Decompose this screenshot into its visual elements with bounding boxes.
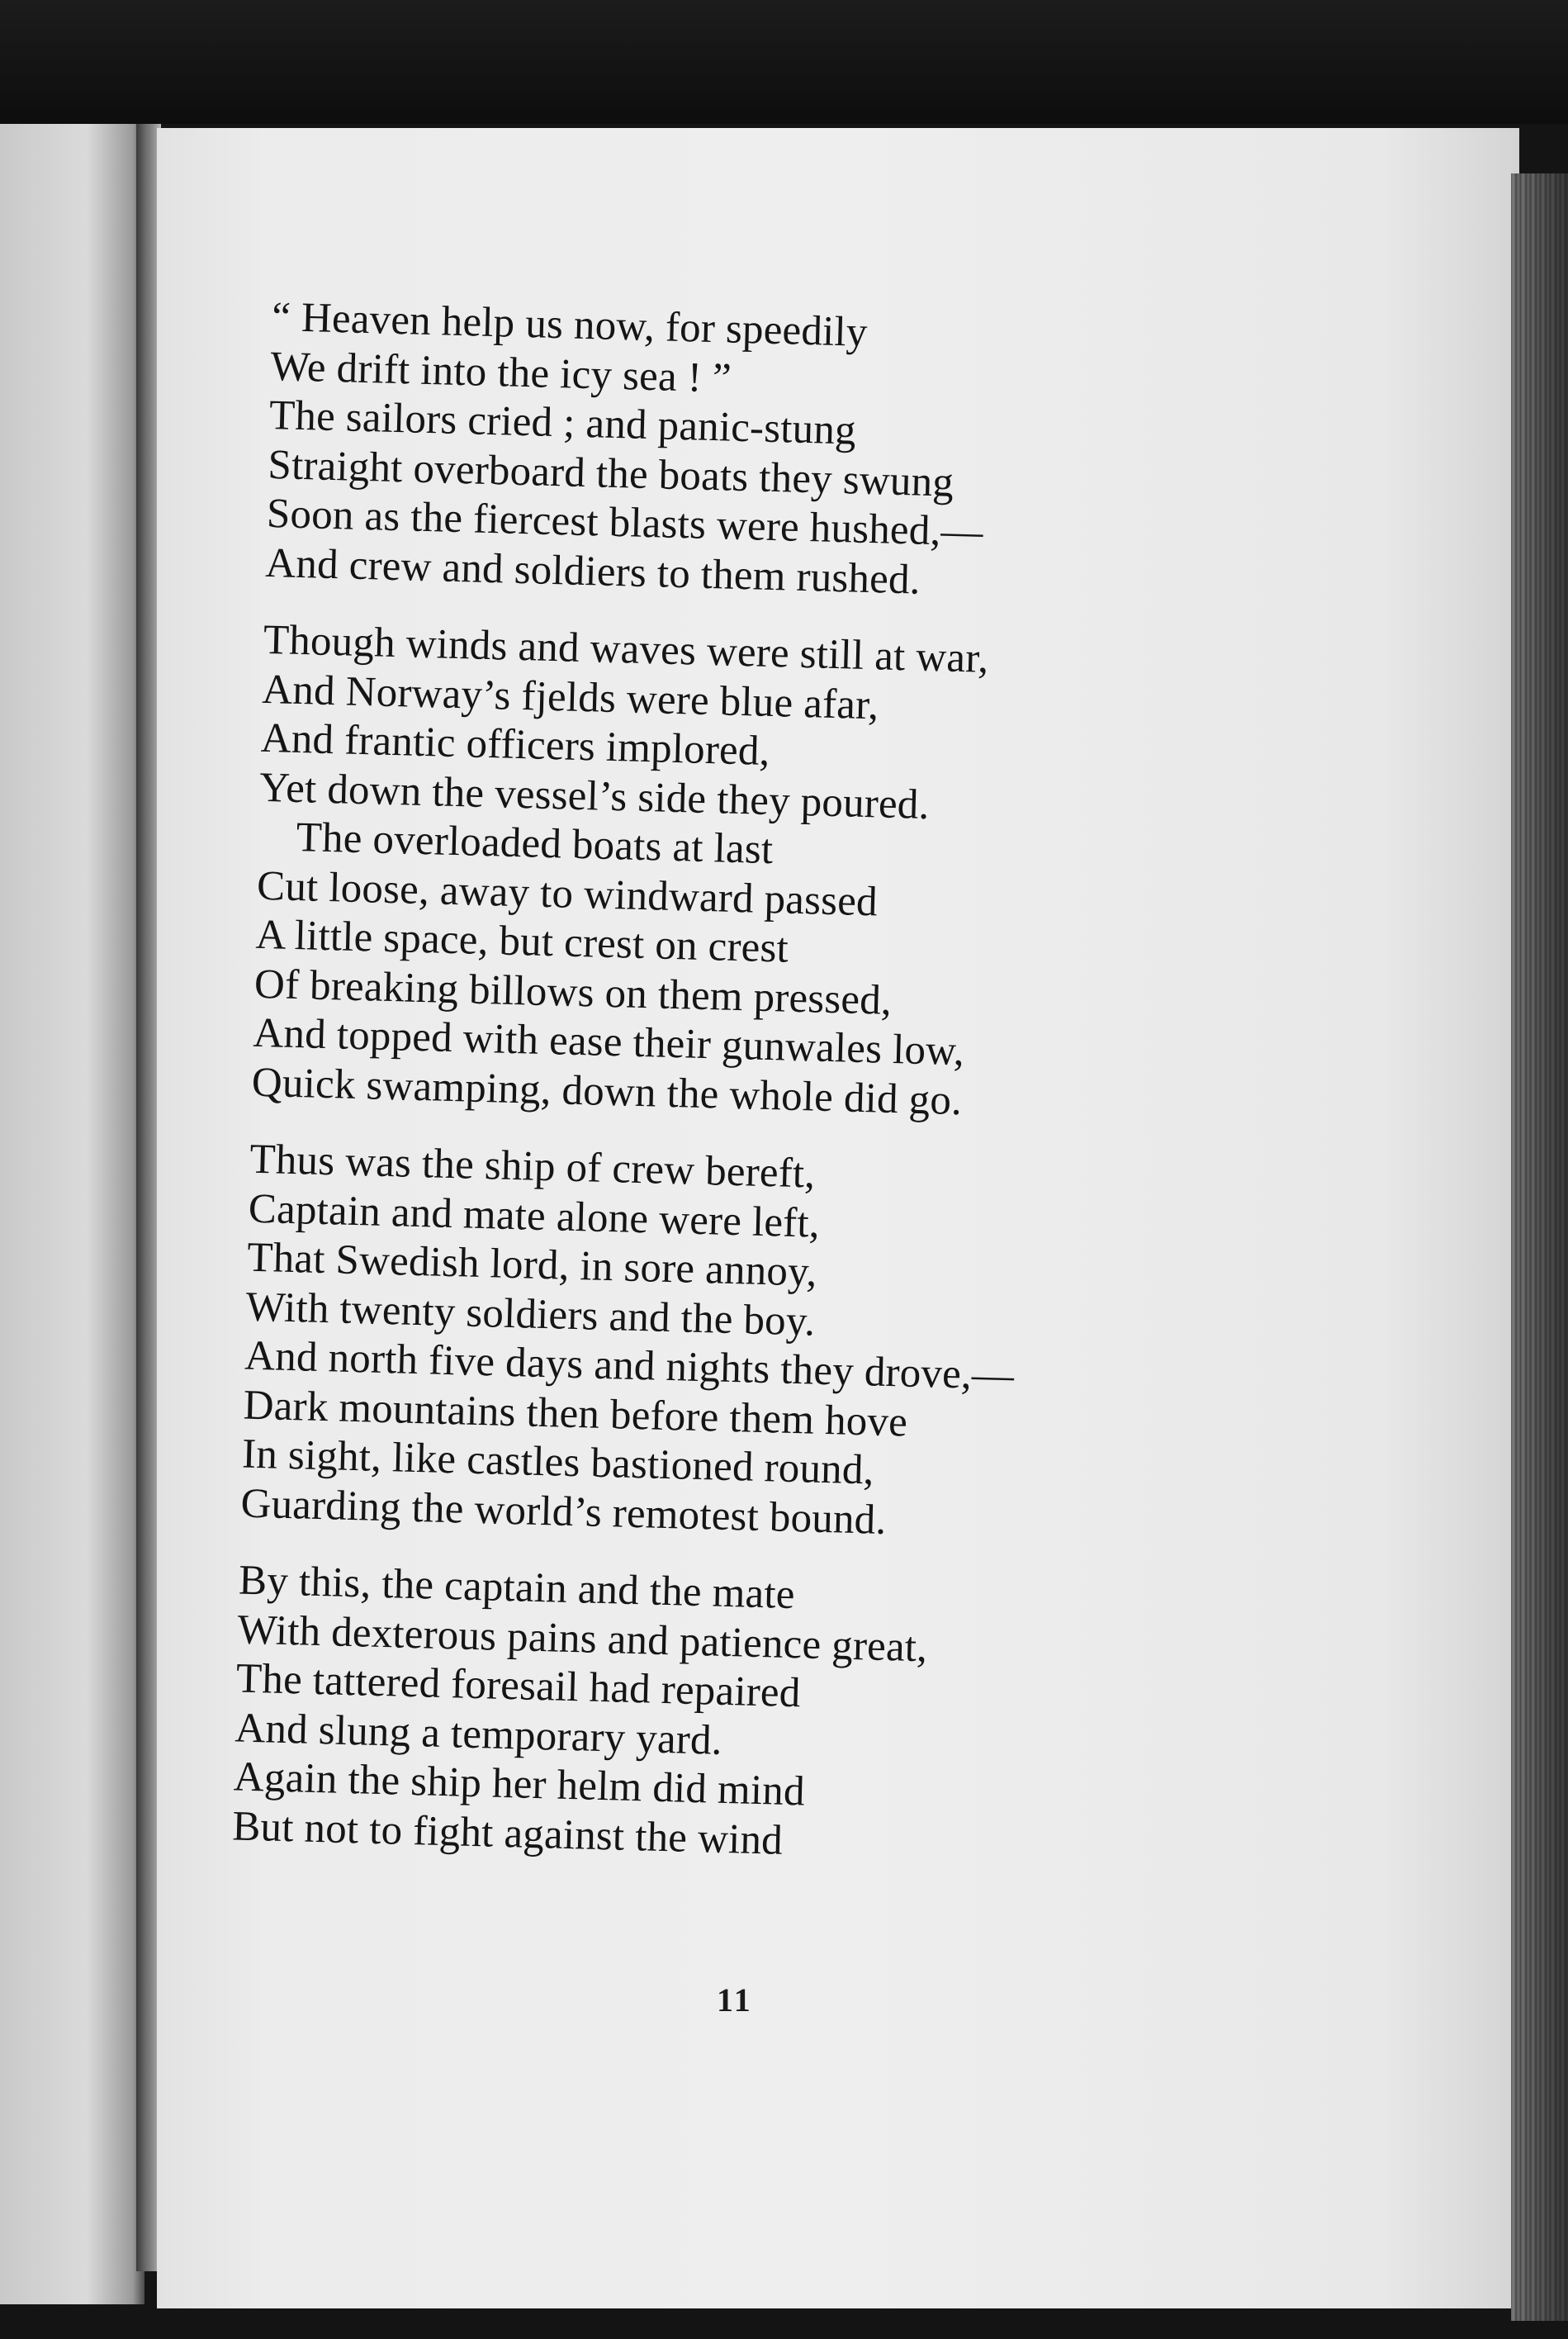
poem-line: With dexterous pains and patience great, <box>236 1606 928 1671</box>
poem-line: And topped with ease their gunwales low, <box>252 1009 965 1075</box>
poem-line: And slung a temporary yard. <box>234 1704 723 1764</box>
poem-line: And north five days and nights they drove,— <box>244 1332 1015 1399</box>
poem-line: In sight, like castles bastioned round, <box>241 1430 875 1494</box>
poem-line: The sailors cried ; and panic-stung <box>268 391 857 454</box>
poem-line: By this, the captain and the mate <box>238 1557 796 1619</box>
poem-line: Quick swamping, down the whole did go. <box>251 1059 963 1124</box>
poem-line: Again the ship her helm did mind <box>233 1753 806 1815</box>
poem-line: Straight overboard the boats they swung <box>267 441 955 506</box>
poem-stanza <box>265 293 1222 613</box>
poem-line: The overloaded boats at last <box>296 814 775 874</box>
poem-line: And Norway’s fjelds were blue afar, <box>261 666 879 728</box>
poem-text <box>231 293 1222 1904</box>
poem-line: Thus was the ship of crew bereft, <box>249 1136 817 1198</box>
poem-line: A little space, but crest on crest <box>254 911 789 972</box>
poem-line: “ Heaven help us now, for speedily <box>271 293 869 356</box>
poem-line: Though winds and waves were still at war, <box>263 616 990 682</box>
poem-line: Soon as the fiercest blasts were hushed,— <box>266 490 984 556</box>
poem-line: We drift into the icy sea ! ” <box>269 343 732 402</box>
page-block-edge <box>1511 173 1568 2321</box>
poem-line: Captain and mate alone were left, <box>248 1185 821 1247</box>
poem-line: Yet down the vessel’s side they poured. <box>258 764 931 828</box>
poem-line: The tattered foresail had repaired <box>235 1655 802 1717</box>
poem-line: That Swedish lord, in sore annoy, <box>246 1234 818 1296</box>
poem-line: And crew and soldiers to them rushed. <box>264 539 921 604</box>
poem-line: With twenty soldiers and the boy. <box>245 1283 816 1345</box>
poem-stanza <box>232 1556 1189 1876</box>
poem-stanza <box>251 616 1213 1132</box>
poem-line: And frantic officers implored, <box>260 714 771 775</box>
scan-background-top <box>0 0 1568 124</box>
page-number: 11 <box>717 1981 753 2019</box>
poem-line: Cut loose, away to windward passed <box>256 862 879 925</box>
poem-line: But not to fight against the wind <box>231 1802 784 1864</box>
poem-line: Dark mountains then before them hove <box>243 1382 908 1446</box>
poem-line: Of breaking billows on them pressed, <box>253 961 893 1024</box>
poem-stanza <box>240 1136 1200 1554</box>
facing-page-edge <box>0 124 144 2304</box>
poem-line: Guarding the world’s remotest bound. <box>239 1480 888 1544</box>
